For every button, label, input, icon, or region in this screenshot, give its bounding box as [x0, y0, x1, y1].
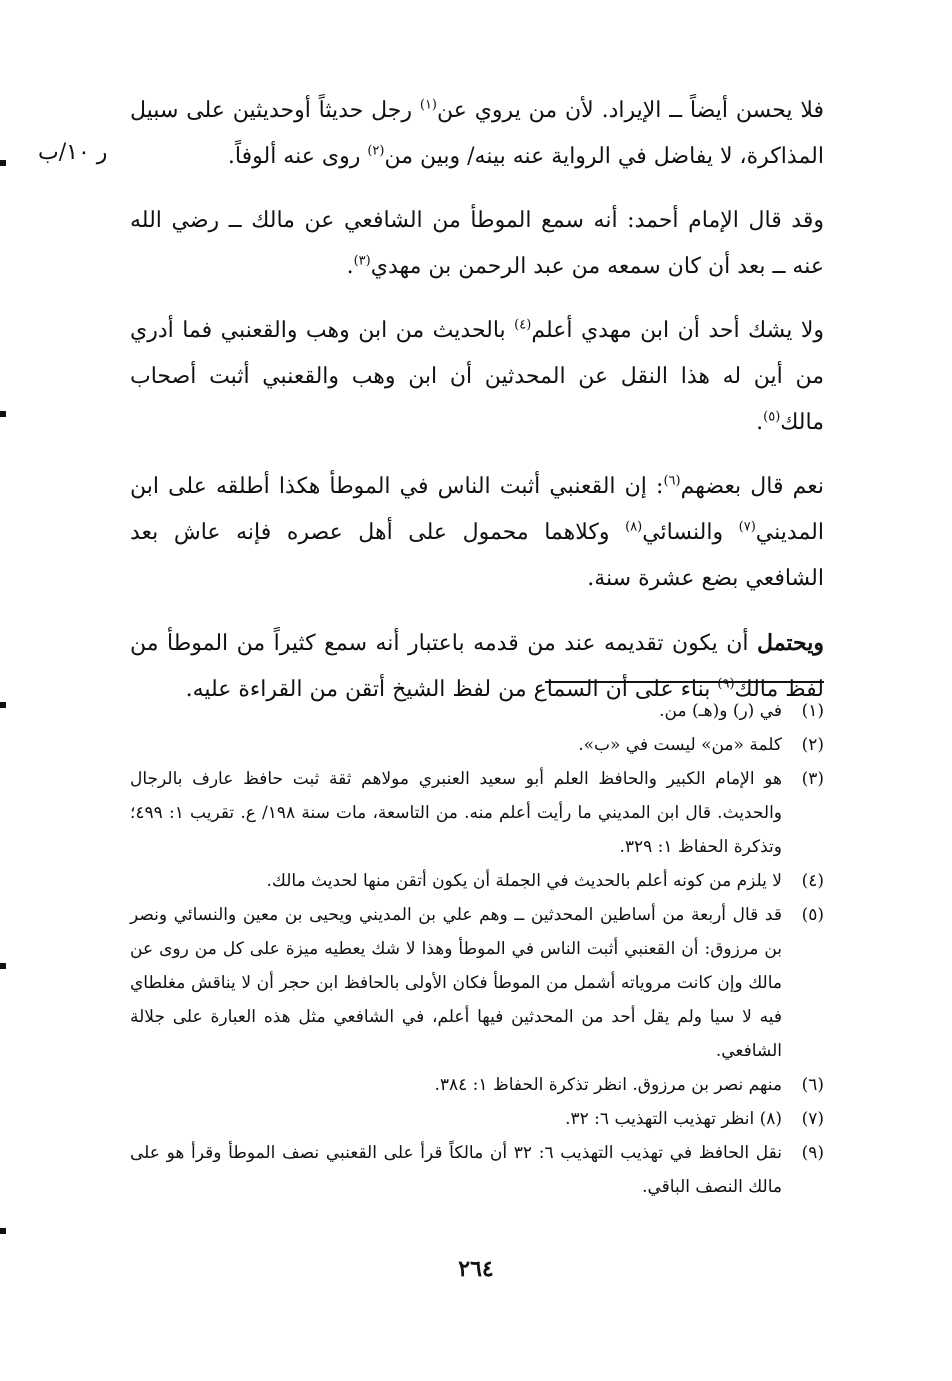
footnote-text: كلمة «من» ليست في «ب».	[578, 735, 782, 755]
footnote-ref-4[interactable]: (٤)	[514, 317, 532, 333]
paragraph-5-text-b: بناء على أن السماع من لفظ الشيخ أتقن من القراءة عليه.	[185, 677, 718, 702]
paragraph-2-text-b: .	[346, 254, 354, 279]
footnotes-section	[130, 694, 824, 1204]
footnote-item	[130, 898, 824, 1068]
footnote-ref-7[interactable]: (٧)	[738, 519, 756, 535]
footnote-text: (٨) انظر تهذيب التهذيب ٦: ٣٢.	[565, 1109, 782, 1129]
footnote-item	[130, 694, 824, 728]
paragraph-4-text-c: والنسائي	[642, 520, 739, 545]
paragraph-4-text-a: نعم قال بعضهم	[680, 474, 824, 499]
footnote-ref-9[interactable]: (٩)	[717, 676, 735, 692]
scan-edge-mark	[0, 411, 6, 417]
manuscript-folio-note: ر ١٠/ب	[38, 140, 108, 165]
scan-edge-mark	[0, 1228, 6, 1234]
footnote-text: نقل الحافظ في تهذيب التهذيب ٦: ٣٢ أن مالكاً قرأ على القعنبي نصف الموطأ وقرأ هو على مالك النصف الباقي.	[130, 1143, 782, 1197]
footnote-item	[130, 1136, 824, 1204]
main-text-body	[130, 88, 824, 731]
paragraph-4-text-d: وكلاهما محمول على أهل عصره فإنه عاش بعد الشافعي بضع عشرة سنة.	[130, 520, 824, 591]
paragraph-3-text-a: ولا يشك أحد أن ابن مهدي أعلم	[531, 318, 824, 343]
footnote-number: (٩)	[801, 1143, 824, 1163]
footnote-number: (١)	[801, 701, 824, 721]
paragraph-5-lead-word: ويحتمل	[757, 630, 824, 656]
scan-edge-mark	[0, 702, 6, 708]
footnote-item	[130, 728, 824, 762]
footnote-ref-8[interactable]: (٨)	[625, 519, 643, 535]
footnote-text: هو الإمام الكبير والحافظ العلم أبو سعيد العنبري مولاهم ثقة ثبت حافظ عارف بالرجال والحديث. قال ابن المديني ما رأيت أعلم منه. من التاسعة، مات سنة ١٩٨/ ع. تقريب ١: ٤٩٩؛ وتذكرة الحفاظ ١: ٣٢٩.	[130, 769, 782, 857]
footnote-number: (٥)	[801, 905, 824, 925]
paragraph-1	[130, 88, 824, 180]
footnote-ref-5[interactable]: (٥)	[763, 409, 781, 425]
paragraph-2-text-a: وقد قال الإمام أحمد: أنه سمع الموطأ من الشافعي عن مالك ــ رضي الله عنه ــ بعد أن كان سمعه من عبد الرحمن بن مهدي	[130, 208, 824, 279]
scan-edge-mark	[0, 160, 6, 166]
paragraph-3-text-b: بالحديث من ابن وهب والقعنبي فما أدري من أين له هذا النقل عن المحدثين أن ابن وهب والقعنبي أثبت أصحاب مالك	[130, 318, 824, 435]
footnote-item	[130, 864, 824, 898]
footnote-text: منهم نصر بن مرزوق. انظر تذكرة الحفاظ ١: ٣٨٤.	[434, 1075, 782, 1095]
footnote-text: لا يلزم من كونه أعلم بالحديث في الجملة أن يكون أتقن منها لحديث مالك.	[266, 871, 782, 891]
footnote-text: في (ر) و(هـ) من.	[659, 701, 782, 721]
footnote-item	[130, 1102, 824, 1136]
paragraph-3-text-c: .	[756, 410, 764, 435]
footnote-item	[130, 762, 824, 864]
paragraph-1-text-c: روى عنه ألوفاً.	[227, 144, 368, 169]
paragraph-1-text-b: رجل حديثاً أوحديثين على سبيل المذاكرة، لا يفاضل في الرواية عنه بينه/ وبين من	[130, 98, 824, 169]
footnote-ref-2[interactable]: (٢)	[367, 143, 385, 159]
paragraph-2	[130, 198, 824, 290]
footnote-number: (٤)	[801, 871, 824, 891]
footnote-item	[130, 1068, 824, 1102]
paragraph-4-text-b: : إن القعنبي أثبت الناس في الموطأ هكذا أطلقه على ابن المديني	[130, 474, 824, 545]
footnote-number: (٢)	[801, 735, 824, 755]
paragraph-3	[130, 308, 824, 446]
footnote-ref-1[interactable]: (١)	[419, 97, 437, 113]
footnote-number: (٣)	[801, 769, 824, 789]
footnote-ref-6[interactable]: (٦)	[663, 473, 681, 489]
footnote-ref-3[interactable]: (٣)	[353, 253, 371, 269]
paragraph-1-text-a: فلا يحسن أيضاً ــ الإيراد. لأن من يروي عن	[437, 98, 824, 123]
footnote-number: (٧)	[801, 1109, 824, 1129]
footnote-number: (٦)	[801, 1075, 824, 1095]
paragraph-5-text-a: أن يكون تقديمه عند من قدمه باعتبار أنه سمع كثيراً من الموطأ من لفظ مالك	[130, 631, 824, 702]
page-number: ٢٦٤	[458, 1256, 494, 1282]
footnote-text: قد قال أربعة من أساطين المحدثين ــ وهم علي بن المديني ويحيى بن معين والنسائي ونصر بن مرزوق: أن القعنبي أثبت الناس في الموطأ وهذا لا شك يعطيه ميزة على كل من روى عن مالك وإن كانت مروياته أشمل من الموطأ فكان الأولى بالحافظ ابن حجر أن لا يناقش مغلطاي فيه لا سيا ولم يقل أحد من المحدثين فيها أعلم، في الشافعي مثل هذه العبارة على جلالة الشافعي.	[130, 905, 782, 1061]
paragraph-4	[130, 464, 824, 602]
scan-edge-mark	[0, 963, 6, 969]
footnote-divider	[545, 681, 824, 683]
